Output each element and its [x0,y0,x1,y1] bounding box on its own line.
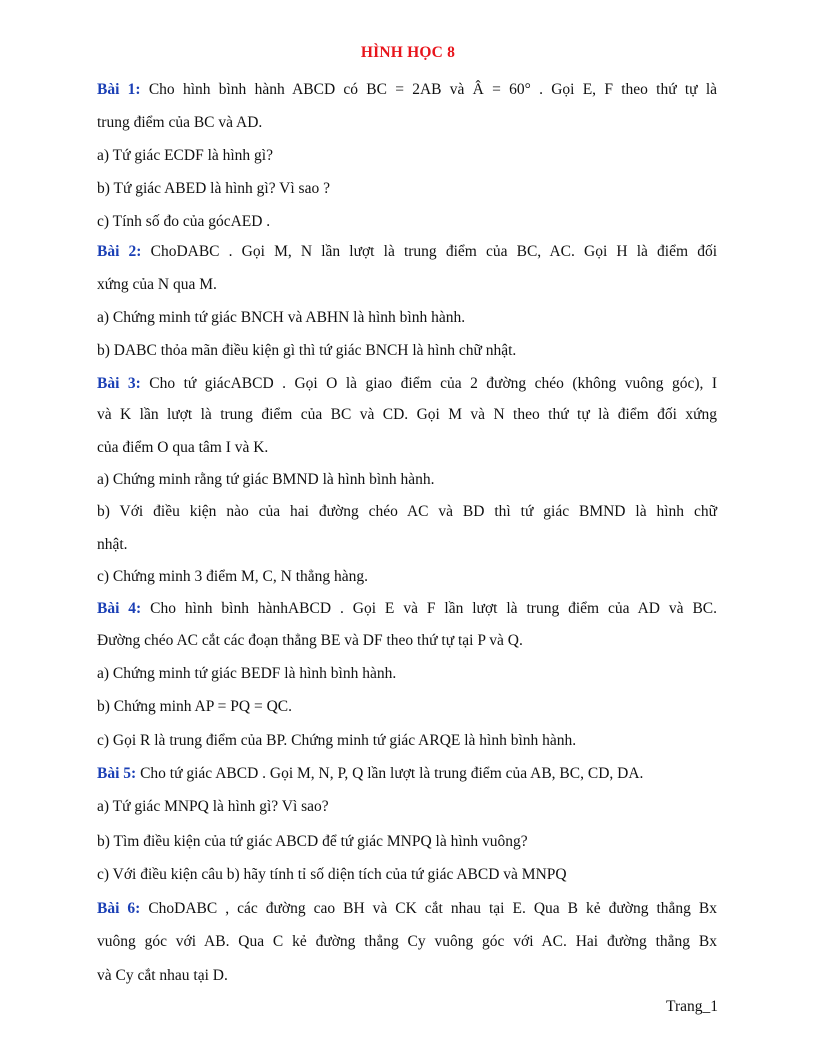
line-text: vuông góc với AB. Qua C kẻ đường thẳng Cy vuông góc với AC. Hai đường thẳng Bx [97,933,717,950]
exercise-label: Bài 4: [97,600,142,617]
exercise-label: Bài 1: [97,81,141,98]
page-title: HÌNH HỌC 8 [360,44,456,61]
line-text: b) Tứ giác ABED là hình gì? Vì sao ? [97,180,330,197]
text-line [97,242,717,262]
line-text: c) Tính số đo của gócAED . [97,213,271,230]
line-text: Cho tứ giác ABCD . Gọi M, N, P, Q lần lượt là trung điểm của AB, BC, CD, DA. [140,765,644,782]
text-line [97,697,717,717]
exercise-label: Bài 5: [97,765,137,782]
line-text: xứng của N qua M. [97,276,217,293]
text-line [97,341,717,361]
text-line [97,731,717,751]
text-line [97,932,717,952]
line-text: trung điểm của BC và AD. [97,114,263,131]
text-line [97,470,717,490]
exercise-label: Bài 3: [97,375,141,392]
line-text: a) Chứng minh tứ giác BNCH và ABHN là hình bình hành. [97,309,466,326]
line-text: và Cy cắt nhau tại D. [97,967,228,984]
line-text: b) Tìm điều kiện của tứ giác ABCD để tứ giác MNPQ là hình vuông? [97,833,528,850]
line-text: c) Chứng minh 3 điểm M, C, N thẳng hàng. [97,568,369,585]
line-text: c) Với điều kiện câu b) hãy tính tỉ số diện tích của tứ giác ABCD và MNPQ [97,866,567,883]
exercise-label: Bài 2: [97,243,142,260]
text-line [97,631,717,651]
line-text: ChoDABC . Gọi M, N lần lượt là trung điểm của BC, AC. Gọi H là điểm đối [150,243,718,260]
text-line [97,113,717,133]
line-text: và K lần lượt là trung điểm của BC và CD. Gọi M và N theo thứ tự là điểm đối xứng [97,406,717,423]
line-text: b) DABC thỏa mãn điều kiện gì thì tứ giác BNCH là hình chữ nhật. [97,342,517,359]
line-text: c) Gọi R là trung điểm của BP. Chứng minh tứ giác ARQE là hình bình hành. [97,732,577,749]
text-line [97,80,717,100]
line-text: Cho hình bình hành ABCD có BC = 2AB và Â = 60° . Gọi E, F theo thứ tự là [148,81,718,98]
text-line [97,308,717,328]
exercise-label: Bài 6: [97,900,141,917]
line-text: Cho tứ giácABCD . Gọi O là giao điểm của 2 đường chéo (không vuông góc), I [149,375,718,392]
text-line [97,438,717,458]
text-line [97,664,717,684]
line-text: Cho hình bình hànhABCD . Gọi E và F lần lượt là trung điểm của AD và BC. [150,600,717,617]
text-line [97,899,717,919]
text-line [97,764,717,784]
line-text: nhật. [97,536,128,553]
text-line [97,146,717,166]
line-text: của điểm O qua tâm I và K. [97,439,269,456]
line-text: a) Tứ giác MNPQ là hình gì? Vì sao? [97,798,329,815]
text-line [97,832,717,852]
line-text: a) Chứng minh rằng tứ giác BMND là hình bình hành. [97,471,435,488]
text-line [97,405,717,425]
line-text: b) Với điều kiện nào của hai đường chéo AC và BD thì tứ giác BMND là hình chữ [97,503,717,520]
text-line [97,966,717,986]
line-text: Đường chéo AC cắt các đoạn thẳng BE và DF theo thứ tự tại P và Q. [97,632,523,649]
text-line [97,797,717,817]
line-text: ChoDABC , các đường cao BH và CK cắt nhau tại E. Qua B kẻ đường thẳng Bx [148,900,718,917]
page-number: Trang_1 [666,998,718,1015]
text-line [97,275,717,295]
text-line [97,535,717,555]
line-text: b) Chứng minh AP = PQ = QC. [97,698,292,715]
text-line [97,567,717,587]
text-line [97,599,717,619]
text-line [97,502,717,522]
text-line [97,212,717,232]
text-line [97,865,717,885]
line-text: a) Tứ giác ECDF là hình gì? [97,147,273,164]
text-line [97,179,717,199]
text-line [97,374,717,394]
line-text: a) Chứng minh tứ giác BEDF là hình bình hành. [97,665,397,682]
